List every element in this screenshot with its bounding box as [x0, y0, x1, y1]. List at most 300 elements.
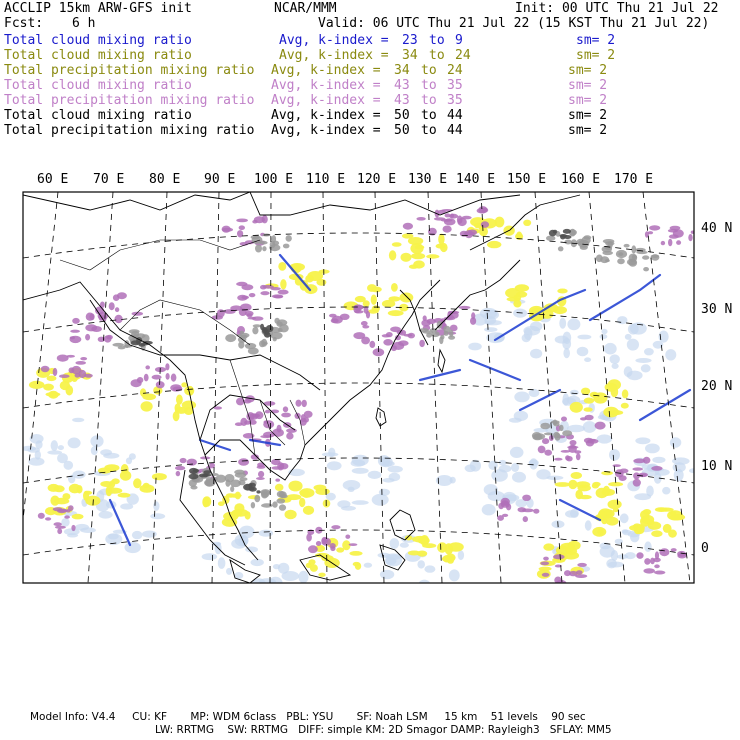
cloud-blob — [563, 348, 570, 358]
cloud-blob — [403, 588, 418, 597]
cloud-blob — [651, 530, 662, 537]
layer-to: to — [421, 78, 437, 93]
cloud-blob — [152, 473, 167, 480]
cloud-blob — [579, 495, 592, 499]
cloud-blob — [286, 428, 297, 433]
cloud-blob — [388, 466, 403, 473]
cloud-blob — [610, 354, 620, 364]
cloud-blob — [565, 455, 570, 460]
cloud-blob — [570, 402, 583, 413]
cloud-blob — [549, 435, 554, 441]
layer-avg-label: Avg, k-index = — [279, 33, 389, 48]
cloud-blob — [652, 457, 665, 463]
cloud-blob — [180, 458, 187, 463]
cloud-blob — [349, 543, 358, 546]
longitude-label: 120 E — [357, 172, 397, 187]
cloud-blob — [482, 504, 496, 515]
cloud-blob — [272, 294, 284, 298]
layer-k-start: 50 — [394, 123, 410, 138]
cloud-blob — [523, 516, 528, 522]
cloud-blob — [570, 390, 579, 396]
cloud-blob — [225, 334, 236, 342]
cloud-blob — [426, 254, 439, 258]
cloud-blob — [280, 279, 286, 289]
cloud-blob — [72, 514, 84, 520]
cloud-blob — [439, 337, 443, 345]
cloud-blob — [355, 562, 361, 570]
cloud-blob — [322, 452, 339, 456]
cloud-blob — [280, 494, 288, 498]
cloud-blob — [259, 530, 273, 537]
cloud-blob — [604, 343, 617, 355]
cloud-blob — [449, 569, 460, 581]
layer-name: Total cloud mixing ratio — [4, 33, 192, 48]
cloud-blob — [555, 482, 570, 487]
cloud-blob — [274, 318, 279, 324]
cloud-blob — [285, 510, 297, 519]
cloud-blob — [459, 306, 471, 309]
cloud-blob — [647, 520, 655, 525]
cloud-blob — [367, 284, 377, 292]
cloud-blob — [111, 478, 119, 484]
cloud-blob — [259, 241, 268, 245]
cloud-blob — [331, 525, 340, 529]
cloud-blob — [659, 548, 669, 556]
cloud-blob — [175, 466, 185, 470]
cloud-blob — [295, 413, 301, 419]
cloud-blob — [315, 488, 329, 495]
cloud-blob — [176, 395, 183, 405]
cloud-blob — [413, 260, 425, 268]
cloud-blob — [491, 469, 508, 482]
cloud-blob — [277, 462, 284, 470]
cloud-blob — [38, 513, 45, 519]
cloud-blob — [667, 510, 683, 520]
cloud-blob — [41, 366, 50, 372]
cloud-blob — [511, 463, 519, 472]
cloud-blob — [43, 384, 54, 391]
layer-name: Total precipitation mixing ratio — [4, 123, 255, 138]
layer-smoothing: sm= 2 — [568, 63, 608, 78]
layer-k-end: 44 — [447, 123, 463, 138]
cloud-blob — [674, 469, 684, 481]
cloud-blob — [256, 490, 260, 493]
layer-to: to — [421, 93, 437, 108]
cloud-blob — [345, 535, 350, 539]
cloud-blob — [668, 239, 672, 246]
cloud-blob — [67, 533, 78, 537]
cloud-blob — [189, 474, 199, 480]
layer-smoothing: sm= 2 — [568, 123, 608, 138]
cloud-blob — [643, 267, 649, 271]
cloud-blob — [412, 536, 428, 543]
cloud-blob — [272, 429, 284, 437]
layer-smoothing: sm= 2 — [576, 33, 616, 48]
layer-k-end: 35 — [447, 93, 463, 108]
cloud-blob — [544, 450, 552, 456]
cloud-blob — [388, 310, 404, 316]
cloud-blob — [671, 548, 677, 552]
layer-k-end: 24 — [455, 48, 471, 63]
cloud-blob — [581, 388, 590, 395]
cloud-blob — [54, 522, 62, 526]
cloud-blob — [457, 218, 466, 226]
layer-name: Total precipitation mixing ratio — [4, 93, 255, 108]
cloud-blob — [553, 420, 558, 426]
cloud-blob — [621, 403, 629, 409]
cloud-blob — [343, 480, 361, 490]
cloud-blob — [400, 542, 409, 547]
layer-smoothing: sm= 2 — [568, 93, 608, 108]
cloud-blob — [142, 531, 157, 538]
layer-to: to — [429, 48, 445, 63]
layer-name: Total precipitation mixing ratio — [4, 63, 255, 78]
cloud-blob — [403, 223, 413, 230]
cloud-blob — [565, 510, 578, 518]
latitude-label: 40 N — [701, 221, 733, 236]
cloud-blob — [260, 435, 271, 438]
cloud-blob — [181, 382, 187, 387]
cloud-blob — [654, 571, 665, 575]
cloud-blob — [651, 466, 662, 471]
cloud-blob — [363, 300, 370, 307]
layer-smoothing: sm= 2 — [576, 48, 616, 63]
cloud-blob — [112, 343, 124, 347]
latitude-label: 0 — [701, 541, 709, 556]
cloud-blob — [543, 543, 554, 550]
latitude-label: 20 N — [701, 379, 733, 394]
layer-k-end: 44 — [447, 108, 463, 123]
cloud-blob — [103, 453, 119, 459]
layer-avg-label: Avg, k-index = — [271, 108, 381, 123]
layer-k-start: 43 — [394, 93, 410, 108]
cloud-blob — [530, 349, 542, 359]
cloud-blob — [655, 507, 668, 512]
cloud-blob — [352, 468, 369, 474]
cloud-blob — [66, 355, 75, 358]
cloud-blob — [379, 489, 390, 496]
cloud-blob — [448, 542, 464, 551]
cloud-blob — [417, 551, 427, 557]
cloud-blob — [137, 377, 143, 383]
longitude-label: 80 E — [149, 172, 181, 187]
cloud-blob — [577, 335, 591, 340]
cloud-blob — [300, 488, 315, 498]
cloud-blob — [443, 226, 452, 233]
cloud-blob — [337, 500, 350, 508]
cloud-blob — [597, 434, 613, 443]
cloud-blob — [240, 333, 249, 338]
cloud-blob — [59, 374, 70, 378]
cloud-blob — [584, 398, 594, 404]
cloud-blob — [417, 560, 425, 568]
cloud-blob — [633, 479, 641, 487]
cloud-blob — [635, 358, 651, 363]
cloud-blob — [71, 366, 81, 374]
cloud-blob — [218, 557, 226, 569]
cloud-blob — [133, 478, 141, 488]
cloud-blob — [529, 389, 540, 397]
cloud-blob — [278, 290, 289, 295]
cloud-blob — [584, 407, 593, 411]
cloud-blob — [176, 471, 181, 476]
cloud-blob — [283, 406, 288, 412]
cloud-blob — [625, 334, 632, 340]
cloud-blob — [608, 379, 621, 390]
cloud-blob — [636, 552, 643, 559]
cloud-blob — [553, 230, 558, 234]
cloud-blob — [570, 440, 577, 445]
cloud-blob — [107, 488, 122, 494]
cloud-blob — [275, 479, 280, 482]
cloud-blob — [654, 564, 660, 568]
cloud-blob — [235, 422, 243, 426]
cloud-blob — [115, 307, 119, 312]
cloud-blob — [70, 336, 75, 339]
latitude-label: 30 N — [701, 302, 733, 317]
cloud-blob — [47, 376, 57, 382]
cloud-blob — [125, 542, 141, 553]
cloud-blob — [251, 502, 255, 508]
cloud-blob — [470, 460, 481, 472]
cloud-blob — [261, 503, 273, 507]
cloud-blob — [513, 295, 521, 301]
cloud-blob — [484, 327, 497, 332]
cloud-blob — [115, 315, 123, 323]
cloud-blob — [29, 381, 45, 389]
layer-avg-label: Avg, k-index = — [271, 78, 381, 93]
longitude-label: 60 E — [37, 172, 69, 187]
cloud-blob — [632, 467, 643, 470]
cloud-blob — [70, 330, 80, 333]
cloud-blob — [584, 357, 591, 362]
layer-avg-label: Avg, k-index = — [271, 63, 381, 78]
cloud-blob — [530, 322, 542, 332]
cloud-blob — [80, 357, 87, 360]
cloud-blob — [555, 336, 569, 344]
cloud-blob — [236, 219, 248, 223]
layer-k-start: 34 — [402, 48, 418, 63]
cloud-blob — [644, 348, 654, 355]
cloud-blob — [263, 420, 274, 428]
cloud-blob — [665, 349, 676, 360]
cloud-blob — [254, 495, 260, 503]
cloud-blob — [241, 584, 259, 592]
cloud-blob — [648, 231, 653, 234]
cloud-blob — [144, 374, 149, 382]
cloud-blob — [595, 422, 606, 430]
cloud-blob — [644, 541, 651, 552]
cloud-blob — [421, 320, 430, 327]
cloud-blob — [378, 455, 390, 467]
cloud-blob — [421, 597, 437, 603]
cloud-blob — [68, 438, 81, 449]
forecast-label: Fcst: — [4, 16, 44, 31]
cloud-blob — [546, 236, 555, 241]
cloud-blob — [401, 592, 416, 604]
layer-k-end: 9 — [455, 33, 463, 48]
cloud-blob — [668, 530, 677, 538]
cloud-blob — [484, 484, 498, 495]
cloud-blob — [389, 296, 401, 301]
cloud-blob — [336, 547, 344, 552]
cloud-blob — [624, 244, 630, 248]
longitude-label: 110 E — [306, 172, 346, 187]
cloud-blob — [260, 291, 269, 295]
cloud-blob — [564, 235, 572, 239]
cloud-blob — [464, 232, 476, 236]
cloud-blob — [523, 220, 531, 226]
cloud-blob — [434, 217, 446, 220]
cloud-blob — [58, 445, 64, 450]
cloud-blob — [310, 564, 318, 572]
cloud-blob — [106, 335, 113, 340]
cloud-blob — [249, 487, 257, 492]
cloud-blob — [418, 580, 431, 592]
cloud-blob — [419, 340, 425, 347]
cloud-blob — [643, 568, 655, 573]
cloud-blob — [645, 444, 660, 454]
cloud-blob — [416, 217, 425, 221]
cloud-blob — [613, 464, 621, 467]
cloud-blob — [449, 214, 458, 219]
cloud-blob — [471, 312, 475, 319]
cloud-blob — [58, 509, 68, 512]
cloud-blob — [540, 423, 550, 430]
cloud-blob — [72, 418, 84, 422]
cloud-blob — [438, 234, 444, 245]
cloud-blob — [633, 472, 640, 479]
cloud-blob — [153, 501, 159, 511]
cloud-blob — [75, 361, 86, 365]
cloud-blob — [622, 530, 632, 536]
cloud-blob — [577, 347, 589, 357]
cloud-blob — [226, 568, 232, 575]
cloud-blob — [557, 289, 567, 294]
cloud-blob — [353, 305, 361, 313]
cloud-blob — [585, 520, 592, 530]
cloud-blob — [305, 275, 314, 283]
cloud-blob — [592, 483, 599, 488]
longitude-label: 150 E — [507, 172, 547, 187]
model-info-line-2: LW: RRTMG SW: RRTMG DIFF: simple KM: 2D Smagor DAMP: Rayleigh3 SFLAY: MM5 — [155, 724, 612, 736]
cloud-blob — [567, 318, 580, 330]
layer-k-start: 34 — [394, 63, 410, 78]
cloud-blob — [273, 564, 280, 569]
cloud-blob — [644, 558, 650, 565]
cloud-blob — [108, 534, 119, 540]
cloud-blob — [372, 305, 380, 312]
cloud-blob — [264, 332, 271, 338]
cloud-blob — [580, 417, 587, 420]
cloud-blob — [329, 543, 335, 549]
cloud-blob — [85, 334, 90, 341]
cloud-blob — [522, 495, 531, 501]
cloud-blob — [230, 486, 234, 492]
cloud-blob — [563, 229, 571, 234]
cloud-blob — [256, 477, 265, 480]
cloud-blob — [231, 510, 242, 517]
cloud-blob — [577, 485, 591, 492]
cloud-blob — [132, 531, 143, 539]
cloud-blob — [391, 283, 398, 292]
cloud-blob — [143, 483, 150, 488]
cloud-blob — [559, 425, 564, 431]
cloud-blob — [120, 471, 131, 481]
cloud-blob — [51, 440, 58, 451]
cloud-blob — [238, 341, 244, 348]
cloud-blob — [276, 498, 285, 503]
cloud-blob — [298, 571, 308, 583]
cloud-blob — [553, 554, 565, 559]
forecast-value: 6 h — [72, 16, 96, 31]
cloud-blob — [327, 461, 342, 470]
cloud-blob — [442, 556, 455, 563]
cloud-blob — [239, 225, 245, 230]
cloud-blob — [624, 366, 633, 377]
center-name: NCAR/MMM — [274, 1, 337, 16]
cloud-blob — [440, 591, 450, 603]
cloud-blob — [278, 262, 286, 271]
cloud-blob — [242, 284, 254, 290]
cloud-blob — [245, 511, 251, 519]
cloud-blob — [554, 458, 563, 461]
layer-to: to — [421, 63, 437, 78]
cloud-blob — [260, 285, 267, 290]
cloud-blob — [150, 513, 165, 519]
cloud-blob — [635, 437, 650, 444]
cloud-blob — [202, 553, 218, 560]
cloud-blob — [303, 506, 314, 515]
cloud-blob — [532, 434, 542, 441]
cloud-blob — [46, 392, 61, 397]
cloud-blob — [72, 471, 85, 479]
cloud-blob — [364, 563, 372, 568]
cloud-blob — [279, 324, 289, 332]
cloud-blob — [655, 551, 659, 559]
cloud-blob — [258, 471, 264, 478]
cloud-blob — [64, 515, 70, 518]
cloud-blob — [576, 453, 581, 460]
cloud-blob — [282, 571, 300, 581]
cloud-blob — [83, 491, 89, 501]
cloud-blob — [382, 334, 391, 337]
longitude-label: 160 E — [561, 172, 601, 187]
cloud-blob — [634, 493, 651, 500]
cloud-blob — [141, 401, 153, 411]
cloud-blob — [366, 311, 370, 318]
model-info-line-1: Model Info: V4.4 CU: KF MP: WDM 6class PBL: YSU SF: Noah LSM 15 km 51 levels 90 sec — [30, 711, 586, 723]
cloud-blob — [641, 364, 651, 372]
cloud-blob — [126, 457, 132, 464]
model-title: ACCLIP 15km ARW-GFS init — [4, 1, 192, 16]
cloud-blob — [332, 316, 343, 324]
cloud-blob — [669, 234, 679, 238]
cloud-blob — [402, 233, 414, 238]
cloud-blob — [501, 500, 508, 506]
cloud-blob — [99, 511, 113, 519]
cloud-blob — [273, 337, 277, 341]
cloud-blob — [411, 253, 425, 259]
cloud-blob — [217, 309, 225, 317]
cloud-blob — [608, 562, 624, 568]
cloud-blob — [306, 533, 312, 541]
cloud-blob — [513, 300, 521, 308]
cloud-blob — [639, 473, 648, 477]
cloud-blob — [643, 457, 651, 464]
cloud-blob — [502, 514, 508, 517]
cloud-blob — [670, 437, 681, 447]
